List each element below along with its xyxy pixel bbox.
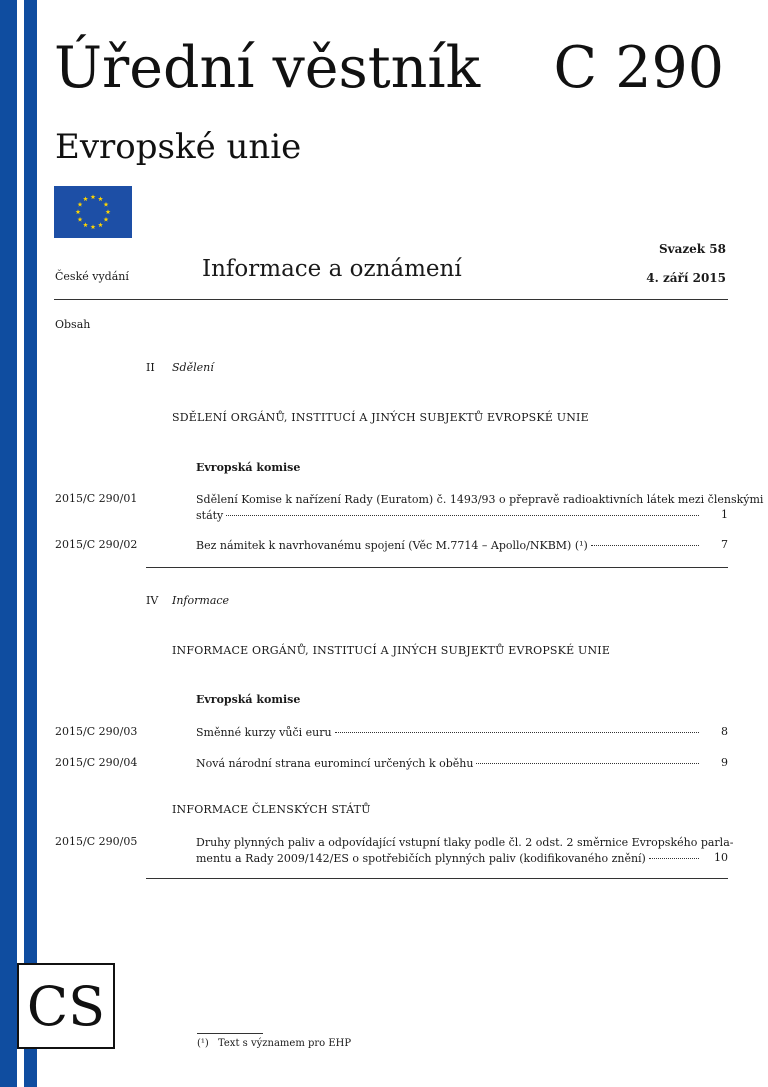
- flag-star-icon: [83, 196, 88, 201]
- entry-title[interactable]: [196, 492, 764, 524]
- entry-ref: 2015/C 290/02: [55, 538, 138, 551]
- entry-title-line: Sdělení Komise k nařízení Rady (Euratom) č. 1493/93 o přepravě radioaktivních látek mezi členskými: [196, 493, 764, 506]
- flag-star-icon: [76, 209, 81, 214]
- section-divider: [146, 878, 728, 879]
- flag-star-icon: [104, 217, 109, 222]
- section-name: Sdělení: [172, 361, 214, 374]
- section-title: Informace a oznámení: [202, 256, 462, 282]
- language-badge: CS: [17, 963, 115, 1049]
- contents-label: Obsah: [55, 318, 91, 331]
- section-name: Informace: [172, 594, 230, 607]
- flag-star-icon: [98, 196, 103, 201]
- section-numeral: IV: [146, 594, 159, 607]
- entry-title-line: Druhy plynných paliv a odpovídající vstupní tlaky podle čl. 2 odst. 2 směrnice Evropského parla-: [196, 836, 734, 849]
- entry-title[interactable]: [196, 756, 702, 772]
- dot-leader: [476, 763, 699, 764]
- footnote: [197, 1038, 351, 1049]
- entry-ref: 2015/C 290/01: [55, 492, 138, 505]
- flag-star-icon: [91, 224, 96, 229]
- entry-title[interactable]: [196, 538, 702, 554]
- institution-name: Evropská komise: [196, 693, 301, 706]
- flag-star-icon: [91, 194, 96, 199]
- entry-page: 1: [721, 508, 728, 521]
- issue-number: C 290: [553, 35, 724, 101]
- dot-leader: [335, 732, 699, 733]
- section-divider: [146, 567, 728, 568]
- footnote-divider: [197, 1033, 263, 1034]
- entry-title-line: Bez námitek k navrhovanému spojení (Věc M.7714 – Apollo/NKBM) (¹): [196, 539, 588, 552]
- entry-title-line: Nová národní strana euromincí určených k oběhu: [196, 757, 474, 770]
- entry-title-line: Směnné kurzy vůči euru: [196, 726, 332, 739]
- flag-star-icon: [106, 209, 111, 214]
- entry-page: 10: [714, 851, 728, 864]
- eu-flag-icon: [54, 186, 132, 238]
- footnote-marker: (¹): [197, 1038, 209, 1049]
- entry-ref: 2015/C 290/03: [55, 725, 138, 738]
- flag-star-icon: [98, 222, 103, 227]
- entry-page: 8: [721, 725, 728, 738]
- entry-title-line: mentu a Rady 2009/142/ES o spotřebičích plynných paliv (kodifikovaného znění): [196, 852, 646, 865]
- dot-leader: [226, 515, 699, 516]
- footnote-text: Text s významem pro EHP: [218, 1038, 352, 1049]
- journal-subtitle: Evropské unie: [55, 127, 302, 167]
- entry-title-line: státy: [196, 509, 224, 522]
- dot-leader: [649, 858, 699, 859]
- flag-star-icon: [104, 202, 109, 207]
- issue-date: 4. září 2015: [646, 271, 726, 285]
- entry-ref: 2015/C 290/05: [55, 835, 138, 848]
- flag-star-icon: [78, 202, 83, 207]
- entry-page: 9: [721, 756, 728, 769]
- header-divider: [54, 299, 728, 300]
- institution-name: Evropská komise: [196, 461, 301, 474]
- flag-star-icon: [78, 217, 83, 222]
- entry-page: 7: [721, 538, 728, 551]
- section-heading: SDĚLENÍ ORGÁNŮ, INSTITUCÍ A JINÝCH SUBJEKTŮ EVROPSKÉ UNIE: [172, 411, 589, 424]
- volume-label: Svazek 58: [658, 242, 726, 256]
- entry-title[interactable]: [196, 725, 702, 741]
- edition-label: České vydání: [55, 270, 129, 283]
- left-blue-band: [0, 0, 17, 1087]
- entry-ref: 2015/C 290/04: [55, 756, 138, 769]
- left-blue-band-inner: [24, 0, 37, 1087]
- flag-star-icon: [83, 222, 88, 227]
- journal-title: Úřední věstník: [54, 35, 481, 101]
- section-numeral: II: [146, 361, 155, 374]
- section-heading: INFORMACE ORGÁNŮ, INSTITUCÍ A JINÝCH SUBJEKTŮ EVROPSKÉ UNIE: [172, 644, 611, 657]
- section-heading: INFORMACE ČLENSKÝCH STÁTŮ: [172, 803, 371, 816]
- dot-leader: [591, 545, 699, 546]
